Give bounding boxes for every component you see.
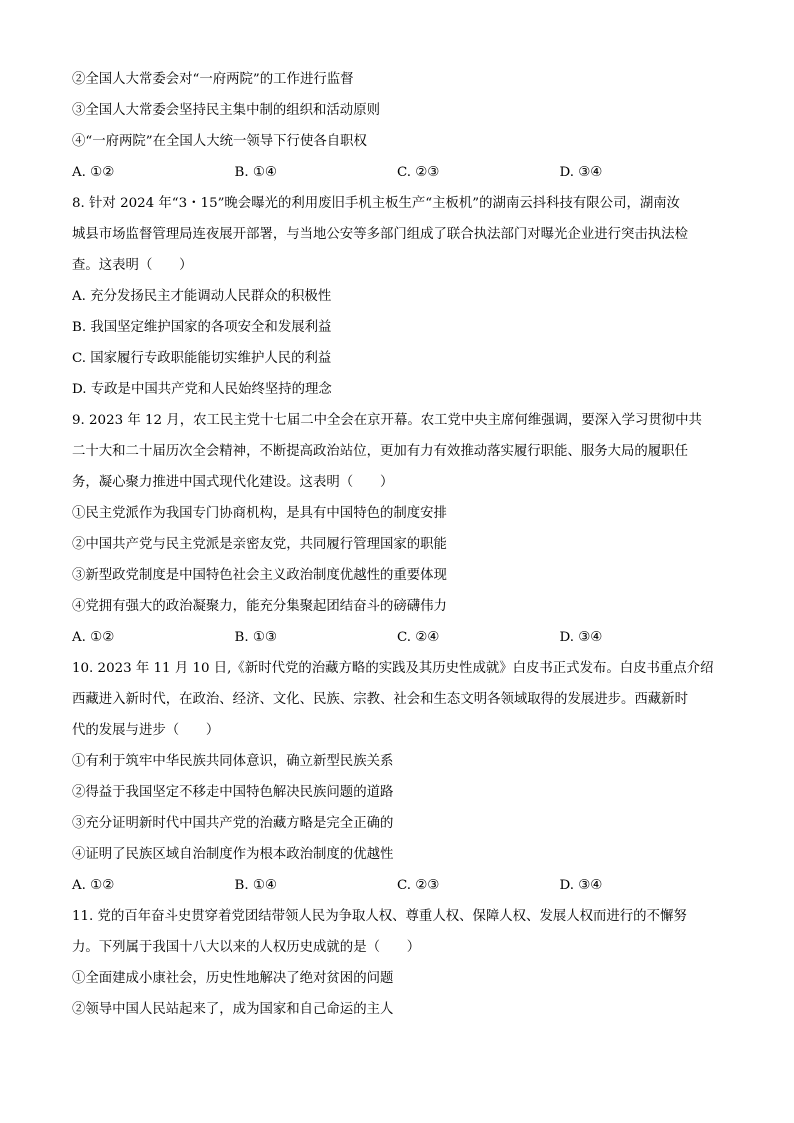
statement-item: ②全国人大常委会对“一府两院”的工作进行监督 — [72, 72, 354, 87]
statement-item: ④党拥有强大的政治凝聚力，能充分集聚起团结奋斗的磅礴伟力 — [72, 599, 447, 614]
question-stem: 二十大和二十届历次全会精神，不断提高政治站位，更加有力有效推动落实履行职能、服务大局的履职任 — [72, 444, 688, 459]
question-stem: 查。这表明（ ） — [72, 258, 193, 273]
question-stem: 11. 党的百年奋斗史贯穿着党团结带领人民为争取人权、尊重人权、保障人权、发展人权而进行的不懈努 — [72, 909, 687, 924]
question-stem: 10. 2023 年 11 月 10 日,《新时代党的治藏方略的实践及其历史性成就》白皮书正式发布。白皮书重点介绍 — [72, 661, 714, 676]
answer-options — [72, 622, 722, 653]
question-10 — [72, 653, 722, 901]
option-d: D. ③④ — [559, 630, 603, 645]
answer-options — [72, 870, 722, 901]
statement-item: ③新型政党制度是中国特色社会主义政治制度优越性的重要体现 — [72, 568, 447, 583]
statement-item: ①有利于筑牢中华民族共同体意识，确立新型民族关系 — [72, 754, 394, 769]
question-stem: 代的发展与进步（ ） — [72, 723, 220, 738]
statement-item: ③充分证明新时代中国共产党的治藏方略是完全正确的 — [72, 816, 394, 831]
option-b: B. ①④ — [234, 878, 277, 893]
statement-item: ①民主党派作为我国专门协商机构，是具有中国特色的制度安排 — [72, 506, 447, 521]
question-11 — [72, 901, 722, 1025]
question-stem: 9. 2023 年 12 月，农工民主党十七届二中全会在京开幕。农工党中央主席何维强调，要深入学习贯彻中共 — [72, 413, 702, 428]
statement-item: ④“一府两院”在全国人大统一领导下行使各自职权 — [72, 134, 367, 149]
question-stem: 务，凝心聚力推进中国式现代化建设。这表明（ ） — [72, 475, 394, 490]
statement-item: ②领导中国人民站起来了，成为国家和自己命运的主人 — [72, 1002, 394, 1017]
option-c: C. ②④ — [397, 630, 440, 645]
answer-options — [72, 157, 722, 188]
question-8 — [72, 188, 722, 405]
option-a: A. ①② — [72, 878, 115, 893]
option-b: B. ①③ — [234, 630, 277, 645]
exam-page — [72, 64, 722, 1025]
option-b: B. ①④ — [234, 165, 277, 180]
question-stem: 力。下列属于我国十八大以来的人权历史成就的是（ ） — [72, 940, 421, 955]
statement-item: ②中国共产党与民主党派是亲密友党，共同履行管理国家的职能 — [72, 537, 447, 552]
option-a: A. ①② — [72, 165, 115, 180]
option-d: D. ③④ — [559, 878, 603, 893]
option-c: C. ②③ — [397, 165, 440, 180]
choice-a: A. 充分发扬民主才能调动人民群众的积极性 — [72, 289, 332, 304]
option-d: D. ③④ — [559, 165, 603, 180]
statement-item: ②得益于我国坚定不移走中国特色解决民族问题的道路 — [72, 785, 394, 800]
choice-b: B. 我国坚定维护国家的各项安全和发展利益 — [72, 320, 332, 335]
statement-item: ①全面建成小康社会，历史性地解决了绝对贫困的问题 — [72, 971, 394, 986]
question-stem: 西藏进入新时代，在政治、经济、文化、民族、宗教、社会和生态文明各领域取得的发展进步。西藏新时 — [72, 692, 688, 707]
choice-c: C. 国家履行专政职能能切实维护人民的利益 — [72, 351, 332, 366]
statement-item: ④证明了民族区域自治制度作为根本政治制度的优越性 — [72, 847, 394, 862]
option-a: A. ①② — [72, 630, 115, 645]
option-c: C. ②③ — [397, 878, 440, 893]
choice-d: D. 专政是中国共产党和人民始终坚持的理念 — [72, 382, 332, 397]
question-stem: 城县市场监督管理局连夜展开部署，与当地公安等多部门组成了联合执法部门对曝光企业进行突击执法检 — [72, 227, 688, 242]
question-9 — [72, 405, 722, 653]
statement-item: ③全国人大常委会坚持民主集中制的组织和活动原则 — [72, 103, 380, 118]
question-stem: 8. 针对 2024 年“3・15”晚会曝光的利用废旧手机主板生产“主板机”的湖南云抖科技有限公司，湖南汝 — [72, 196, 681, 211]
